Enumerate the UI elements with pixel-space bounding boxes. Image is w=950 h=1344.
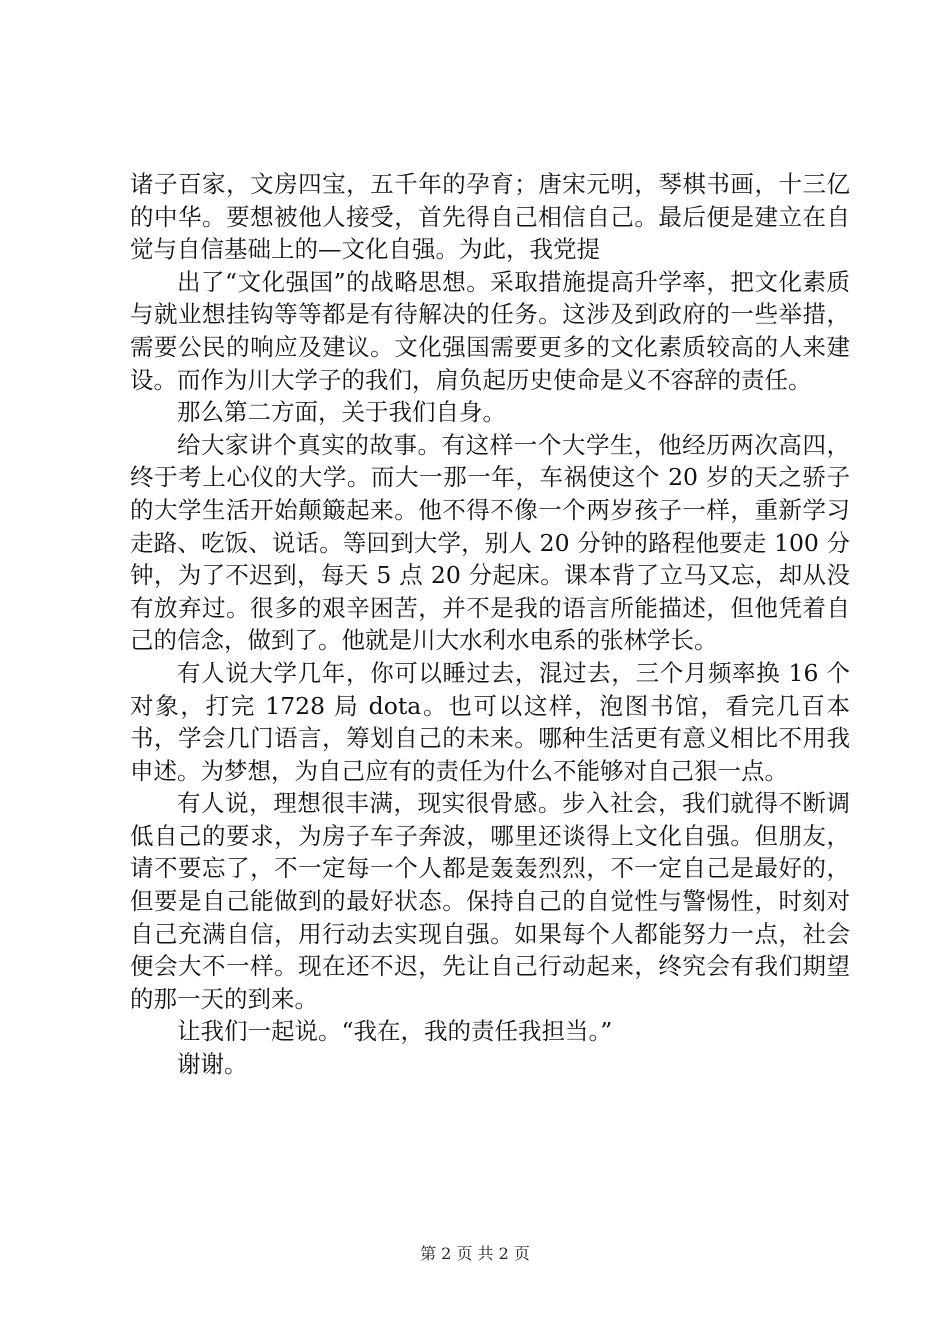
paragraph-thanks: 谢谢。 [177,1050,248,1079]
paragraph-true-story: 给大家讲个真实的故事。有这样一个大学生，他经历两次高四，终于考上心仪的大学。而大一那一年，车祸使这个 20 岁的天之骄子的大学生活开始颠簸起来。他不得不像一个两岁孩子一样，重新学习走路、吃饭、说话。等回到大学，别人 20 分钟的路程他要走 100 分钟，为了不迟到，每天 5 点 20 分起床。课本背了立马又忘，却从没有放弃过。很多的艰辛困苦，并不是我的语言所能描述，但他凭着自己的信念，做到了。他就是川大水利水电系的张林学长。 [130,430,850,655]
page-number-footer: 第 2 页 共 2 页 [420,1244,530,1263]
paragraph-second-aspect: 那么第二方面，关于我们自身。 [177,398,506,427]
paragraph-cultural-power: 出了“文化强国”的战略思想。采取措施提高升学率，把文化素质与就业想挂钩等等都是有待解决的任务。这涉及到政府的一些举措，需要公民的响应及建议。文化强国需要更多的文化素质较高的人来建设。而作为川大学子的我们，肩负起历史使命是义不容辞的责任。 [130,267,850,394]
paragraph-college-years: 有人说大学几年，你可以睡过去，混过去，三个月频率换 16 个对象，打完 1728 局 dota。也可以这样，泡图书馆，看完几百本书，学会几门语言，筹划自己的未来。哪种生活更有意义相比不用我申述。为梦想，为自己应有的责任为什么不能够对自己狠一点。 [130,658,850,785]
paragraph-closing-call: 让我们一起说。“我在，我的责任我担当。” [177,1017,613,1046]
document-body [130,168,850,1081]
paragraph-continuation: 诸子百家，文房四宝，五千年的孕育；唐宋元明，琴棋书画，十三亿的中华。要想被他人接受，首先得自己相信自己。最后便是建立在自觉与自信基础上的—文化自强。为此，我党提 [130,170,850,264]
paragraph-ideal-reality: 有人说，理想很丰满，现实很骨感。步入社会，我们就得不断调低自己的要求，为房子车子奔波，哪里还谈得上文化自强。但朋友，请不要忘了，不一定每一个人都是轰轰烈烈，不一定自己是最好的，但要是自己能做到的最好状态。保持自己的自觉性与警惕性，时刻对自己充满自信，用行动去实现自强。如果每个人都能努力一点，社会便会大不一样。现在还不迟，先让自己行动起来，终究会有我们期望的那一天的到来。 [130,789,850,1013]
